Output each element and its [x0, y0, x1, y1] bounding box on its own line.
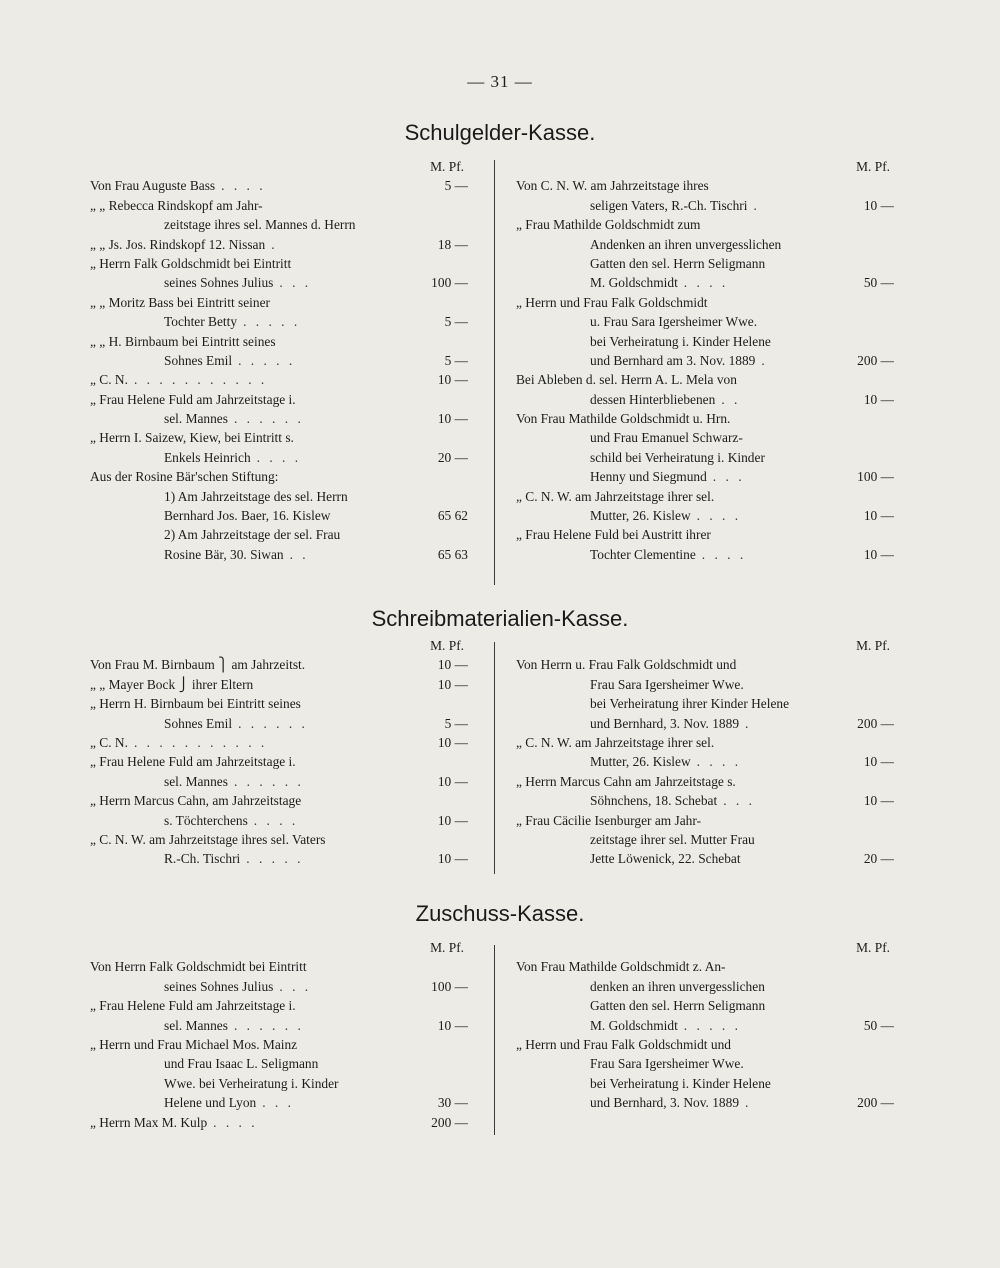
entry-line	[516, 215, 894, 234]
entry-text: sel. Mannes	[164, 773, 228, 789]
donation-entry	[516, 409, 894, 487]
entry-line	[90, 957, 468, 976]
entry-text: bei Verheiratung ihrer Kinder Helene	[590, 696, 790, 712]
entry-text: Andenken an ihren unvergesslichen	[590, 236, 782, 252]
entry-line	[516, 293, 894, 312]
entry-amount: 50 —	[863, 275, 894, 291]
entry-amount: 10 —	[863, 546, 894, 562]
entry-text: „ Herrn und Frau Falk Goldschmidt und	[516, 1036, 731, 1052]
entry-line	[90, 409, 468, 428]
entry-amount: 100 —	[431, 978, 468, 994]
entry-text: „ C. N.	[90, 734, 128, 750]
entry-text: „ Frau Cäcilie Isenburger am Jahr-	[516, 812, 702, 828]
entry-line	[516, 448, 894, 467]
entry-line	[90, 1093, 468, 1112]
entry-line	[516, 1093, 894, 1112]
entry-line	[90, 390, 468, 409]
entry-text: Von Herrn Falk Goldschmidt bei Eintritt	[90, 959, 307, 975]
column-divider	[494, 160, 495, 585]
entry-text: Bei Ableben d. sel. Herrn A. L. Mela von	[516, 372, 737, 388]
entry-amount: 5 —	[444, 715, 468, 731]
entry-text: Sohnes Emil	[164, 715, 233, 731]
donation-entry	[90, 996, 468, 1035]
entry-line	[516, 409, 894, 428]
section-1-right-column	[516, 636, 894, 869]
dot-leader: . . .	[723, 793, 755, 809]
entry-text: Helene und Lyon	[164, 1095, 257, 1111]
entry-amount: 100 —	[431, 275, 468, 291]
dot-leader: .	[271, 236, 278, 252]
entry-text: „ C. N. W. am Jahrzeitstage ihres sel. Vaters	[90, 831, 326, 847]
dot-leader: . . . .	[696, 754, 742, 770]
section-title-zuschuss: Zuschuss-Kasse.	[415, 901, 585, 926]
entry-line	[516, 655, 894, 674]
dot-leader: . . .	[279, 978, 312, 994]
dot-leader: . . . .	[701, 546, 747, 562]
entry-text: denken an ihren unvergesslichen	[590, 978, 765, 994]
amount-column-header: M. Pf.	[856, 940, 890, 955]
dot-leader: . . . .	[256, 449, 302, 465]
entry-text: M. Goldschmidt	[590, 275, 678, 291]
entry-line	[516, 390, 894, 409]
entry-line	[90, 273, 468, 292]
entry-amount: 50 —	[863, 1017, 894, 1033]
entry-text: „ C. N.	[90, 372, 128, 388]
entry-line	[516, 733, 894, 752]
entry-line	[516, 467, 894, 486]
dot-leader: . . . .	[683, 275, 729, 291]
donation-entry	[516, 525, 894, 564]
donation-entry	[90, 332, 468, 371]
entry-text: Gatten den sel. Herrn Seligmann	[590, 998, 766, 1014]
donation-entry	[516, 733, 894, 772]
dot-leader: . . . .	[213, 1114, 258, 1130]
section-2-right-column	[516, 938, 894, 1113]
entry-line	[516, 714, 894, 733]
entry-amount: 5 —	[444, 178, 468, 194]
entry-text: u. Frau Sara Igersheimer Wwe.	[590, 314, 758, 330]
entry-text: „ Herrn I. Saizew, Kiew, bei Eintritt s.	[90, 430, 294, 446]
donation-entry	[90, 655, 468, 694]
entry-line	[90, 293, 468, 312]
donation-entry	[90, 176, 468, 195]
entry-line	[516, 370, 894, 389]
entry-text: Von Herrn u. Frau Falk Goldschmidt und	[516, 657, 737, 673]
entry-line	[90, 312, 468, 331]
entry-text: „ „ Rebecca Rindskopf am Jahr-	[90, 197, 263, 213]
entry-text: M. Goldschmidt	[590, 1017, 678, 1033]
entry-text: Sohnes Emil	[164, 352, 233, 368]
entry-text: Frau Sara Igersheimer Wwe.	[590, 676, 744, 692]
entry-text: zeitstage ihres sel. Mannes d. Herrn	[164, 217, 356, 233]
entry-text: 1) Am Jahrzeitstage des sel. Herrn	[164, 488, 348, 504]
entry-amount: 10 —	[863, 391, 894, 407]
entry-line	[516, 428, 894, 447]
entry-line	[90, 1016, 468, 1035]
entry-text: „ Herrn Marcus Cahn, am Jahrzeitstage	[90, 793, 302, 809]
entry-line	[516, 1054, 894, 1073]
entry-line	[90, 215, 468, 234]
entry-line	[516, 694, 894, 713]
entry-line	[516, 196, 894, 215]
section-title-schulgelder: Schulgelder-Kasse.	[404, 120, 596, 145]
entry-text: „ „ Js. Jos. Rindskopf 12. Nissan	[90, 236, 266, 252]
entry-text: Aus der Rosine Bär'schen Stiftung:	[90, 469, 279, 485]
amount-column-header: M. Pf.	[856, 159, 890, 174]
entry-line	[90, 655, 468, 674]
donation-entry	[516, 293, 894, 371]
entry-text: bei Verheiratung i. Kinder Helene	[590, 1075, 771, 1091]
column-divider	[494, 945, 495, 1135]
entry-line	[516, 977, 894, 996]
donation-entry	[90, 752, 468, 791]
entry-line	[90, 254, 468, 273]
entry-line	[90, 506, 468, 525]
dot-leader: . . . . . .	[233, 411, 304, 427]
dot-leader: . . . . . .	[233, 773, 304, 789]
entry-text: Enkels Heinrich	[164, 449, 251, 465]
entry-line	[90, 752, 468, 771]
entry-line	[516, 487, 894, 506]
entry-line	[90, 428, 468, 447]
donation-entry	[90, 467, 468, 564]
entry-line	[516, 675, 894, 694]
entry-line	[90, 849, 468, 868]
dot-leader: . . .	[279, 275, 312, 291]
entry-line	[90, 448, 468, 467]
entry-text: „ C. N. W. am Jahrzeitstage ihrer sel.	[516, 488, 715, 504]
entry-line	[516, 772, 894, 791]
entry-line	[516, 525, 894, 544]
dot-leader: . . . .	[221, 178, 266, 194]
donation-entry	[90, 428, 468, 467]
entry-text: sel. Mannes	[164, 1017, 228, 1033]
entry-line	[516, 1016, 894, 1035]
entry-line	[90, 370, 468, 389]
entry-line	[516, 1074, 894, 1093]
entry-text: dessen Hinterbliebenen	[590, 391, 716, 407]
entry-line	[516, 811, 894, 830]
entry-text: Mutter, 26. Kislew	[590, 508, 691, 524]
entry-amount: 200 —	[857, 715, 894, 731]
entry-text: Tochter Clementine	[590, 546, 696, 562]
section-0-right-column	[516, 157, 894, 564]
entry-amount: 10 —	[863, 754, 894, 770]
entry-line	[516, 1035, 894, 1054]
page-number: — 31 —	[467, 72, 533, 91]
entry-line	[90, 525, 468, 544]
entry-text: „ Frau Mathilde Goldschmidt zum	[516, 217, 701, 233]
entry-amount: 65 62	[437, 508, 468, 524]
dot-leader: . . . . .	[238, 352, 296, 368]
entry-text: Gatten den sel. Herrn Seligmann	[590, 255, 766, 271]
entry-text: Von C. N. W. am Jahrzeitstage ihres	[516, 178, 709, 194]
entry-amount: 10 —	[437, 411, 468, 427]
entry-text: und Bernhard am 3. Nov. 1889	[590, 352, 756, 368]
amount-column-header: M. Pf.	[430, 159, 464, 174]
entry-line	[516, 312, 894, 331]
entry-line	[90, 733, 468, 752]
entry-text: „ „ Moritz Bass bei Eintritt seiner	[90, 294, 270, 310]
donation-entry	[90, 254, 468, 293]
entry-text: und Bernhard, 3. Nov. 1889	[590, 1095, 740, 1111]
entry-line	[90, 176, 468, 195]
entry-text: Bernhard Jos. Baer, 16. Kislew	[164, 508, 331, 524]
section-title-schreibmaterialien: Schreibmaterialien-Kasse.	[371, 606, 629, 631]
donation-entry	[516, 655, 894, 733]
entry-amount: 100 —	[857, 469, 894, 485]
section-1-left-column	[90, 636, 468, 869]
entry-text: „ C. N. W. am Jahrzeitstage ihrer sel.	[516, 734, 715, 750]
entry-line	[90, 996, 468, 1015]
entry-amount: 20 —	[437, 449, 468, 465]
entry-amount: 10 —	[437, 676, 468, 692]
entry-line	[90, 1054, 468, 1073]
entry-text: s. Töchterchens	[164, 812, 248, 828]
entry-amount: 200 —	[431, 1114, 468, 1130]
entry-amount: 200 —	[857, 352, 894, 368]
entry-amount: 10 —	[437, 812, 468, 828]
entry-text: Von Frau M. Birnbaum ⎫ am Jahrzeitst.	[90, 657, 306, 673]
donation-entry	[90, 1035, 468, 1113]
entry-amount: 5 —	[444, 352, 468, 368]
entry-text: bei Verheiratung i. Kinder Helene	[590, 333, 771, 349]
amount-column-header: M. Pf.	[856, 638, 890, 653]
entry-text: Wwe. bei Verheiratung i. Kinder	[164, 1075, 339, 1091]
entry-amount: 10 —	[437, 773, 468, 789]
section-0-left-column	[90, 157, 468, 564]
entry-line	[90, 830, 468, 849]
dot-leader: .	[745, 1095, 752, 1111]
donation-entry	[90, 1113, 468, 1132]
donation-entry	[90, 293, 468, 332]
dot-leader: . . . . . . . . . . .	[133, 372, 268, 388]
entry-text: „ Frau Helene Fuld am Jahrzeitstage i.	[90, 754, 296, 770]
donation-entry	[516, 215, 894, 293]
entry-text: Tochter Betty	[164, 314, 238, 330]
entry-line	[516, 235, 894, 254]
entry-text: R.-Ch. Tischri	[164, 851, 241, 867]
entry-text: Jette Löwenick, 22. Schebat	[590, 851, 741, 867]
entry-amount: 10 —	[437, 851, 468, 867]
dot-leader: .	[753, 197, 760, 213]
entry-text: „ Herrn Falk Goldschmidt bei Eintritt	[90, 255, 292, 271]
entry-line	[516, 849, 894, 868]
entry-line	[516, 957, 894, 976]
donation-entry	[516, 957, 894, 1035]
entry-text: 2) Am Jahrzeitstage der sel. Frau	[164, 527, 341, 543]
entry-text: seines Sohnes Julius	[164, 978, 274, 994]
dot-leader: . . . . . . . . . . .	[133, 734, 268, 750]
entry-text: Von Frau Mathilde Goldschmidt u. Hrn.	[516, 411, 731, 427]
donation-entry	[90, 370, 468, 389]
entry-text: seines Sohnes Julius	[164, 275, 274, 291]
entry-amount: 10 —	[863, 508, 894, 524]
entry-line	[90, 1035, 468, 1054]
donation-entry	[90, 196, 468, 254]
entry-text: „ Frau Helene Fuld am Jahrzeitstage i.	[90, 998, 296, 1014]
entry-amount: 200 —	[857, 1095, 894, 1111]
entry-text: und Frau Isaac L. Seligmann	[164, 1056, 319, 1072]
entry-text: Söhnchens, 18. Schebat	[590, 793, 718, 809]
donation-entry	[90, 830, 468, 869]
entry-amount: 10 —	[437, 657, 468, 673]
dot-leader: .	[745, 715, 752, 731]
entry-amount: 10 —	[437, 734, 468, 750]
entry-line	[516, 332, 894, 351]
amount-column-header: M. Pf.	[430, 940, 464, 955]
dot-leader: . . . . .	[243, 314, 301, 330]
entry-line	[90, 675, 468, 694]
entry-line	[516, 506, 894, 525]
entry-amount: 30 —	[437, 1095, 468, 1111]
donation-entry	[516, 772, 894, 811]
dot-leader: .	[761, 352, 768, 368]
dot-leader: . .	[721, 391, 741, 407]
donation-entry	[90, 791, 468, 830]
entry-line	[516, 273, 894, 292]
entry-line	[516, 791, 894, 810]
entry-line	[90, 811, 468, 830]
entry-text: „ „ Mayer Bock ⎭ ihrer Eltern	[90, 676, 254, 692]
entry-line	[90, 351, 468, 370]
entry-line	[90, 545, 468, 564]
entry-amount: 10 —	[437, 1017, 468, 1033]
entry-line	[90, 235, 468, 254]
donation-entry	[516, 370, 894, 409]
entry-text: und Bernhard, 3. Nov. 1889	[590, 715, 740, 731]
dot-leader: . .	[289, 546, 309, 562]
entry-line	[90, 487, 468, 506]
entry-line	[516, 176, 894, 195]
dot-leader: . . . .	[696, 508, 742, 524]
entry-amount: 5 —	[444, 314, 468, 330]
entry-text: „ Herrn H. Birnbaum bei Eintritt seines	[90, 696, 301, 712]
donation-entry	[90, 733, 468, 752]
entry-line	[90, 1074, 468, 1093]
entry-text: „ Herrn und Frau Falk Goldschmidt	[516, 294, 708, 310]
entry-amount: 10 —	[863, 197, 894, 213]
entry-amount: 10 —	[863, 793, 894, 809]
entry-line	[90, 791, 468, 810]
entry-line	[90, 196, 468, 215]
entry-text: „ Herrn Max M. Kulp	[90, 1114, 208, 1130]
entry-text: Von Frau Mathilde Goldschmidt z. An-	[516, 959, 726, 975]
donation-entry	[90, 957, 468, 996]
entry-amount: 65 63	[437, 546, 468, 562]
entry-line	[90, 714, 468, 733]
entry-line	[90, 332, 468, 351]
dot-leader: . . . .	[253, 812, 299, 828]
entry-line	[90, 694, 468, 713]
donation-entry	[516, 176, 894, 215]
entry-text: „ Herrn Marcus Cahn am Jahrzeitstage s.	[516, 773, 736, 789]
column-divider	[494, 642, 495, 874]
dot-leader: . . . . . .	[238, 715, 308, 731]
entry-line	[90, 1113, 468, 1132]
dot-leader: . . . . . .	[233, 1017, 304, 1033]
entry-amount: 20 —	[863, 851, 894, 867]
dot-leader: . . .	[262, 1095, 294, 1111]
section-2-left-column	[90, 938, 468, 1132]
entry-text: zeitstage ihrer sel. Mutter Frau	[590, 831, 755, 847]
entry-text: und Frau Emanuel Schwarz-	[590, 430, 743, 446]
entry-text: schild bei Verheiratung i. Kinder	[590, 449, 765, 465]
dot-leader: . . . . .	[246, 851, 304, 867]
entry-line	[516, 830, 894, 849]
donation-entry	[516, 1035, 894, 1113]
entry-text: Rosine Bär, 30. Siwan	[164, 546, 284, 562]
entry-text: „ Frau Helene Fuld am Jahrzeitstage i.	[90, 391, 296, 407]
entry-line	[516, 752, 894, 771]
entry-text: Frau Sara Igersheimer Wwe.	[590, 1056, 744, 1072]
donation-entry	[90, 390, 468, 429]
amount-column-header: M. Pf.	[430, 638, 464, 653]
entry-line	[90, 772, 468, 791]
donation-entry	[90, 694, 468, 733]
entry-amount: 18 —	[437, 236, 468, 252]
dot-leader: . . . . .	[683, 1017, 741, 1033]
entry-line	[90, 467, 468, 486]
entry-text: „ Frau Helene Fuld bei Austritt ihrer	[516, 527, 711, 543]
entry-line	[90, 977, 468, 996]
entry-amount: 10 —	[437, 372, 468, 388]
donation-entry	[516, 487, 894, 526]
dot-leader: . . .	[712, 469, 745, 485]
donation-entry	[516, 811, 894, 869]
entry-text: sel. Mannes	[164, 411, 228, 427]
entry-text: Mutter, 26. Kislew	[590, 754, 691, 770]
entry-text: „ Herrn und Frau Michael Mos. Mainz	[90, 1036, 298, 1052]
entry-line	[516, 351, 894, 370]
entry-text: Von Frau Auguste Bass	[90, 178, 216, 194]
entry-text: seligen Vaters, R.-Ch. Tischri	[590, 197, 748, 213]
entry-line	[516, 545, 894, 564]
entry-text: „ „ H. Birnbaum bei Eintritt seines	[90, 333, 276, 349]
entry-text: Henny und Siegmund	[590, 469, 707, 485]
entry-line	[516, 996, 894, 1015]
entry-line	[516, 254, 894, 273]
